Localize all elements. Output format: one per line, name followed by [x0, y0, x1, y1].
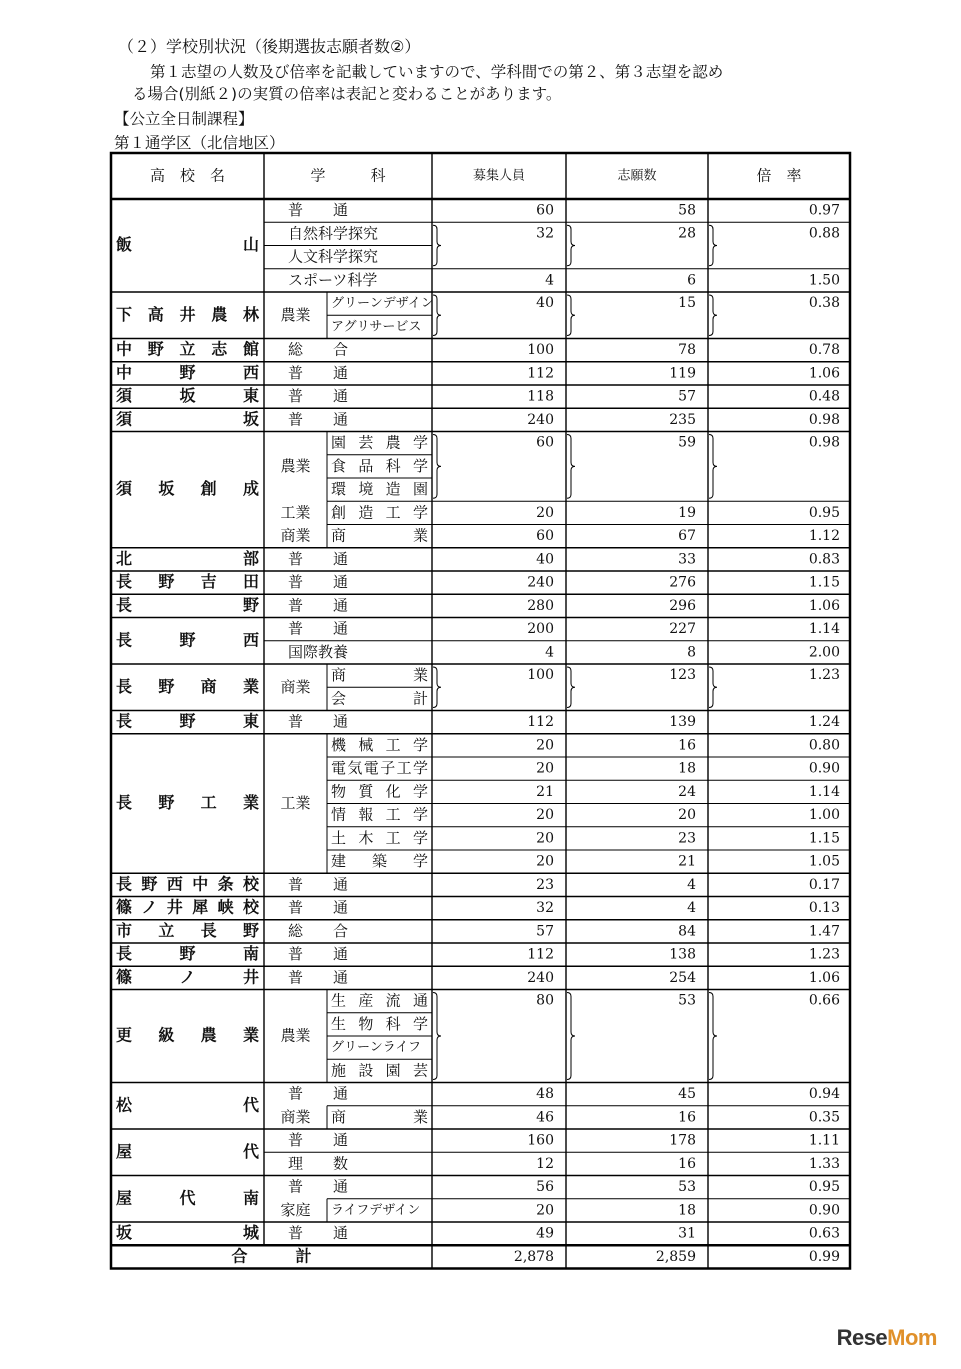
- ratio-value: 0.66: [808, 992, 840, 1009]
- applicants-value: 235: [669, 411, 696, 428]
- school-name: 中 野 西: [116, 362, 259, 382]
- quota-value: 240: [527, 574, 554, 591]
- ratio-value: 1.06: [808, 969, 840, 986]
- dept-name: 機 械 工 学: [331, 735, 428, 754]
- applicants-value: 57: [678, 388, 696, 405]
- school-name: 下 高 井 農 林: [116, 304, 259, 324]
- dept-name: 普 通: [288, 875, 349, 894]
- school-name: 屋 代 南: [116, 1188, 259, 1208]
- applicants-value: 58: [678, 202, 696, 219]
- dept-name: 普 通: [288, 945, 349, 964]
- dept-name: 会 計: [331, 689, 428, 708]
- ratio-value: 1.24: [808, 714, 840, 731]
- school-name: 市 立 長 野: [116, 920, 259, 940]
- resemom-logo: [837, 1325, 937, 1351]
- applicants-value: 276: [669, 574, 696, 591]
- dept-category: 家庭: [280, 1200, 311, 1219]
- total-quota: 2,878: [513, 1248, 554, 1265]
- dept-name: 施 設 園 芸: [331, 1061, 428, 1080]
- group-brace: [433, 295, 441, 336]
- school-name: 更 級 農 業: [116, 1025, 259, 1045]
- applicants-value: 254: [669, 969, 696, 986]
- applicants-value: 53: [678, 992, 696, 1009]
- ratio-value: 0.78: [808, 342, 840, 359]
- school-name: 須 坂 東: [116, 386, 259, 406]
- logo-text-mom: Mom: [887, 1325, 937, 1350]
- school-name: 長 野 吉 田: [116, 572, 259, 592]
- ratio-value: 0.90: [808, 760, 840, 777]
- quota-value: 60: [536, 434, 554, 451]
- group-brace: [433, 225, 441, 266]
- school-name: 飯 山: [116, 235, 259, 254]
- applicants-value: 16: [678, 1155, 696, 1172]
- district-label: 第１通学区（北信地区）: [114, 134, 285, 152]
- school-name: 長 野 東: [116, 711, 259, 731]
- ratio-value: 1.47: [808, 923, 840, 940]
- quota-value: 32: [536, 900, 554, 917]
- ratio-value: 0.80: [808, 737, 840, 754]
- dept-name: 普 通: [288, 619, 349, 638]
- ratio-value: 0.88: [808, 225, 840, 242]
- ratio-value: 0.95: [808, 1179, 840, 1196]
- dept-name: 商 業: [331, 526, 428, 545]
- applicants-value: 53: [678, 1179, 696, 1196]
- ratio-value: 1.14: [808, 783, 840, 800]
- header-ratio: 倍 率: [756, 166, 802, 185]
- dept-name: 普 通: [288, 596, 349, 615]
- applicants-value: 59: [678, 434, 696, 451]
- quota-value: 160: [527, 1132, 554, 1149]
- dept-name: スポーツ科学: [288, 270, 378, 289]
- quota-value: 57: [536, 923, 554, 940]
- quota-value: 100: [527, 667, 554, 683]
- applicants-value: 15: [678, 295, 696, 311]
- school-name: 須 坂 創 成: [116, 479, 259, 499]
- dept-name: 普 通: [288, 363, 349, 382]
- quota-value: 100: [527, 342, 554, 359]
- ratio-value: 1.50: [808, 272, 840, 289]
- dept-name: 普 通: [288, 898, 349, 917]
- quota-value: 20: [536, 830, 554, 847]
- applicants-value: 28: [678, 225, 696, 242]
- ratio-value: 0.63: [808, 1225, 840, 1242]
- quota-value: 200: [527, 621, 554, 638]
- dept-category: 農業: [280, 456, 311, 475]
- quota-value: 112: [527, 365, 554, 382]
- applicants-value: 227: [669, 621, 696, 638]
- applicants-value: 20: [678, 807, 696, 824]
- school-name: 長野西中条校: [116, 874, 259, 894]
- dept-name: 環 境 造 園: [331, 480, 428, 499]
- dept-name: 普 通: [288, 1177, 349, 1196]
- applicants-value: 31: [678, 1225, 696, 1242]
- group-brace: [567, 993, 575, 1080]
- dept-name: 食 品 科 学: [331, 456, 428, 475]
- school-name: 篠ノ井犀峡校: [116, 897, 259, 917]
- quota-value: 118: [527, 388, 554, 405]
- dept-category: 農業: [280, 1026, 311, 1045]
- total-label: 合 計: [231, 1246, 312, 1266]
- school-name: 篠 ノ 井: [116, 967, 259, 987]
- dept-name: ライフデザイン: [331, 1202, 421, 1218]
- school-name: 須 坂: [116, 409, 259, 429]
- dept-name: 園 芸 農 学: [331, 433, 428, 452]
- applicants-value: 19: [678, 504, 696, 521]
- group-brace: [709, 225, 717, 266]
- dept-name: 普 通: [288, 1084, 349, 1103]
- quota-value: 56: [536, 1179, 554, 1196]
- dept-name: 普 通: [288, 1131, 349, 1150]
- header-dept: 学 科: [310, 166, 386, 185]
- quota-value: 240: [527, 969, 554, 986]
- applicants-value: 24: [678, 783, 696, 800]
- dept-name: 理 数: [288, 1154, 349, 1173]
- applicants-value: 67: [678, 528, 696, 545]
- dept-name: 情 報 工 学: [331, 805, 428, 824]
- header-applicants: 志願数: [617, 168, 657, 184]
- quota-value: 20: [536, 807, 554, 824]
- applicants-value: 178: [669, 1132, 696, 1149]
- quota-value: 4: [545, 272, 554, 289]
- applicants-value: 138: [669, 946, 696, 963]
- header-school: 高 校 名: [149, 166, 226, 185]
- ratio-value: 1.11: [808, 1132, 840, 1149]
- applicants-value: 119: [669, 365, 696, 382]
- ratio-value: 1.15: [808, 574, 840, 591]
- quota-value: 112: [527, 946, 554, 963]
- ratio-value: 0.83: [808, 551, 840, 568]
- group-brace: [709, 993, 717, 1080]
- quota-value: 20: [536, 504, 554, 521]
- ratio-value: 1.14: [808, 621, 840, 638]
- dept-name: 自然科学探究: [288, 224, 379, 243]
- applicants-value: 8: [687, 644, 696, 661]
- school-name: 長 野 工 業: [116, 793, 259, 812]
- applicants-value: 4: [687, 876, 696, 893]
- dept-category: 商業: [280, 677, 311, 696]
- quota-value: 20: [536, 853, 554, 870]
- dept-name: 生 物 科 学: [331, 1014, 428, 1033]
- quota-value: 280: [527, 597, 554, 614]
- group-brace: [709, 667, 717, 708]
- school-name: 屋 代: [116, 1141, 259, 1161]
- note-line-2: る場合(別紙２)の実質の倍率は表記と変わることがあります。: [132, 85, 562, 103]
- quota-value: 4: [545, 644, 554, 661]
- ratio-value: 1.12: [808, 528, 840, 545]
- ratio-value: 1.05: [808, 853, 840, 870]
- quota-value: 12: [536, 1155, 554, 1172]
- ratio-value: 1.23: [808, 946, 840, 963]
- applicants-value: 78: [678, 342, 696, 359]
- ratio-value: 0.90: [808, 1202, 840, 1219]
- school-name: 長 野 西: [116, 630, 259, 650]
- ratio-value: 1.23: [808, 667, 840, 683]
- applicants-value: 33: [678, 551, 696, 568]
- quota-value: 23: [536, 876, 554, 893]
- applicants-value: 16: [678, 737, 696, 754]
- ratio-value: 0.94: [808, 1086, 840, 1103]
- applicants-value: 21: [678, 853, 696, 870]
- dept-name: 人文科学探究: [288, 247, 379, 266]
- quota-value: 40: [536, 551, 554, 568]
- school-name: 松 代: [116, 1095, 259, 1115]
- quota-value: 32: [536, 225, 554, 242]
- ratio-value: 1.06: [808, 597, 840, 614]
- dept-name: 普 通: [288, 410, 349, 429]
- dept-name: 普 通: [288, 1224, 349, 1243]
- applicants-value: 84: [678, 923, 696, 940]
- applicants-value: 6: [687, 272, 696, 289]
- ratio-value: 0.98: [808, 411, 840, 428]
- page-heading: （２）学校別状況（後期選抜志願者数②）: [118, 37, 421, 56]
- ratio-value: 1.06: [808, 365, 840, 382]
- dept-name: 普 通: [288, 387, 349, 406]
- ratio-value: 0.97: [808, 202, 840, 219]
- quota-value: 20: [536, 760, 554, 777]
- group-brace: [433, 435, 441, 499]
- dept-name: 商 業: [331, 666, 428, 685]
- school-name: 長 野 南: [116, 944, 259, 964]
- ratio-value: 1.33: [808, 1155, 840, 1172]
- school-name: 北 部: [116, 548, 259, 568]
- school-name: 長 野: [116, 595, 259, 615]
- course-label: 【公立全日制課程】: [114, 110, 254, 128]
- quota-value: 20: [536, 1202, 554, 1219]
- ratio-value: 0.13: [808, 900, 840, 917]
- dept-name: 普 通: [288, 968, 349, 987]
- applicants-value: 296: [669, 597, 696, 614]
- dept-category: 商業: [280, 1107, 311, 1126]
- applicants-value: 16: [678, 1109, 696, 1126]
- applicants-value: 139: [669, 714, 696, 731]
- applicants-value: 23: [678, 830, 696, 847]
- quota-value: 80: [536, 992, 554, 1009]
- ratio-value: 0.48: [808, 388, 840, 405]
- group-brace: [567, 435, 575, 499]
- dept-category: 商業: [280, 526, 311, 545]
- quota-value: 21: [536, 783, 554, 800]
- ratio-value: 0.35: [808, 1109, 840, 1126]
- school-name: 中 野 立 志 館: [116, 339, 259, 359]
- quota-value: 60: [536, 528, 554, 545]
- quota-value: 20: [536, 737, 554, 754]
- header-quota: 募集人員: [472, 168, 526, 184]
- dept-name: 総 合: [288, 921, 349, 940]
- school-name: 長 野 商 業: [116, 676, 259, 696]
- group-brace: [567, 295, 575, 336]
- dept-name: 普 通: [288, 201, 349, 220]
- dept-name: グリーンデザイン: [331, 296, 434, 312]
- school-name: 坂 城: [116, 1223, 259, 1243]
- quota-value: 60: [536, 202, 554, 219]
- group-brace: [433, 667, 441, 708]
- dept-name: 生 産 流 通: [331, 991, 428, 1010]
- ratio-value: 2.00: [808, 644, 840, 661]
- quota-value: 112: [527, 714, 554, 731]
- ratio-value: 0.95: [808, 504, 840, 521]
- quota-value: 240: [527, 411, 554, 428]
- group-brace: [709, 435, 717, 499]
- applicants-value: 4: [687, 900, 696, 917]
- group-brace: [567, 225, 575, 266]
- logo-text-rese: Rese: [836, 1325, 888, 1350]
- dept-name: 普 通: [288, 712, 349, 731]
- applicants-value: 18: [678, 760, 696, 777]
- applicants-value: 18: [678, 1202, 696, 1219]
- group-brace: [433, 993, 441, 1080]
- applicants-value: 45: [678, 1086, 696, 1103]
- total-ratio: 0.99: [808, 1248, 840, 1265]
- dept-name: 商 業: [331, 1107, 428, 1126]
- dept-category: 工業: [280, 794, 311, 812]
- quota-value: 48: [536, 1086, 554, 1103]
- ratio-value: 0.17: [808, 876, 840, 893]
- applicants-value: 123: [669, 667, 696, 683]
- ratio-value: 1.15: [808, 830, 840, 847]
- dept-name: 国際教養: [288, 642, 349, 661]
- group-brace: [709, 295, 717, 336]
- dept-name: 電気電子工学: [331, 759, 428, 778]
- quota-value: 49: [536, 1225, 554, 1242]
- dept-category: 農業: [280, 305, 311, 324]
- ratio-value: 0.98: [808, 434, 840, 451]
- quota-value: 46: [536, 1109, 554, 1126]
- ratio-value: 1.00: [808, 807, 840, 824]
- dept-name: グリーンライフ: [331, 1040, 421, 1056]
- group-brace: [567, 667, 575, 708]
- dept-name: 建 築 学: [331, 852, 428, 871]
- dept-name: 総 合: [288, 340, 349, 359]
- dept-name: 物 質 化 学: [331, 782, 428, 801]
- dept-category: 工業: [280, 503, 311, 522]
- note-line-1: 第１志望の人数及び倍率を記載していますので、学科間での第２、第３志望を認め: [150, 63, 724, 81]
- quota-value: 40: [536, 295, 554, 311]
- dept-name: 普 通: [288, 549, 349, 568]
- dept-name: 土 木 工 学: [331, 828, 428, 847]
- ratio-value: 0.38: [808, 295, 840, 311]
- dept-name: 普 通: [288, 573, 349, 592]
- dept-name: アグリサービス: [331, 319, 422, 335]
- dept-name: 創 造 工 学: [331, 503, 428, 522]
- total-applicants: 2,859: [655, 1248, 696, 1265]
